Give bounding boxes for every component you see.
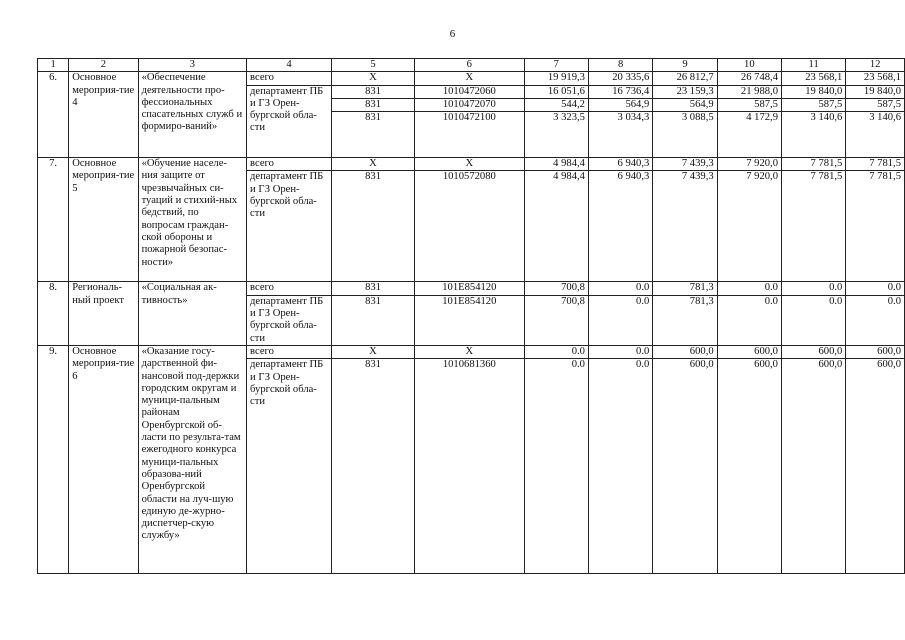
amount-cell: 4 984,4 [524, 158, 588, 171]
amount-cell: 781,3 [653, 295, 717, 345]
activity-name: «Обучение населе-ния защите от чрезвычайных си-туаций и стихий-ных бедствий, по вопросам граждан-ской обороны и пожарной безопас-ности» [138, 158, 246, 282]
chapter-code: 831 [332, 359, 415, 574]
amount-cell: 21 988,0 [717, 85, 781, 98]
executor: департамент ПБ и ГЗ Орен-бургской обла-сти [247, 295, 332, 345]
amount-cell: 587,5 [781, 98, 845, 111]
amount-cell: 0.0 [588, 359, 652, 574]
amount-cell: 7 781,5 [781, 158, 845, 171]
executor: всего [247, 72, 332, 85]
amount-cell: 6 940,3 [588, 158, 652, 171]
chapter-code: 831 [332, 295, 415, 345]
amount-cell: 0.0 [781, 282, 845, 295]
activity-type: Основное мероприя-тие 5 [69, 158, 138, 282]
amount-cell: 600,0 [653, 345, 717, 358]
target-code: 1010472070 [415, 98, 525, 111]
target-code: X [415, 158, 525, 171]
amount-cell: 0.0 [846, 282, 905, 295]
amount-cell: 23 568,1 [846, 72, 905, 85]
amount-cell: 600,0 [846, 345, 905, 358]
col-header: 11 [781, 59, 845, 72]
amount-cell: 600,0 [781, 345, 845, 358]
amount-cell: 0.0 [717, 295, 781, 345]
amount-cell: 587,5 [717, 98, 781, 111]
amount-cell: 0.0 [524, 345, 588, 358]
amount-cell: 4 172,9 [717, 112, 781, 158]
amount-cell: 16 736,4 [588, 85, 652, 98]
executor: департамент ПБ и ГЗ Орен-бургской обла-сти [247, 85, 332, 158]
amount-cell: 600,0 [846, 359, 905, 574]
col-header: 7 [524, 59, 588, 72]
col-header: 1 [38, 59, 69, 72]
amount-cell: 6 940,3 [588, 171, 652, 282]
chapter-code: 831 [332, 98, 415, 111]
amount-cell: 3 140,6 [846, 112, 905, 158]
col-header: 3 [138, 59, 246, 72]
amount-cell: 0.0 [781, 295, 845, 345]
table-row [38, 158, 905, 171]
col-header: 5 [332, 59, 415, 72]
amount-cell: 564,9 [653, 98, 717, 111]
executor: департамент ПБ и ГЗ Орен-бургской обла-сти [247, 359, 332, 574]
amount-cell: 26 812,7 [653, 72, 717, 85]
col-header: 8 [588, 59, 652, 72]
amount-cell: 26 748,4 [717, 72, 781, 85]
amount-cell: 700,8 [524, 282, 588, 295]
amount-cell: 3 140,6 [781, 112, 845, 158]
amount-cell: 600,0 [653, 359, 717, 574]
activity-name: «Обеспечение деятельности про-фессиональных спасательных служб и формиро-ваний» [138, 72, 246, 158]
amount-cell: 7 781,5 [781, 171, 845, 282]
col-header: 2 [69, 59, 138, 72]
amount-cell: 700,8 [524, 295, 588, 345]
activity-name: «Оказание госу-дарственной фи-нансовой под-держки городским округам и муници-пальным районам Оренбургской об-ласти по результа-там ежегодного конкурса муници-пальных образова-ний Оренбургской области на луч-шую единую де-журно-диспетчер-скую службу» [138, 345, 246, 573]
executor: всего [247, 158, 332, 171]
column-number-row [38, 59, 905, 72]
chapter-code: 831 [332, 282, 415, 295]
col-header: 10 [717, 59, 781, 72]
row-number: 7. [38, 158, 69, 282]
amount-cell: 19 919,3 [524, 72, 588, 85]
table-row [38, 282, 905, 295]
target-code: 101E854120 [415, 282, 525, 295]
col-header: 4 [247, 59, 332, 72]
amount-cell: 7 439,3 [653, 158, 717, 171]
amount-cell: 544,2 [524, 98, 588, 111]
table-row [38, 345, 905, 358]
row-number: 9. [38, 345, 69, 573]
target-code: X [415, 345, 525, 358]
amount-cell: 19 840,0 [846, 85, 905, 98]
activity-type: Основное мероприя-тие 4 [69, 72, 138, 158]
amount-cell: 23 159,3 [653, 85, 717, 98]
activity-type: Основное мероприя-тие 6 [69, 345, 138, 573]
col-header: 9 [653, 59, 717, 72]
amount-cell: 600,0 [717, 345, 781, 358]
table-row [38, 72, 905, 85]
amount-cell: 7 781,5 [846, 158, 905, 171]
amount-cell: 0.0 [588, 282, 652, 295]
amount-cell: 600,0 [717, 359, 781, 574]
amount-cell: 7 781,5 [846, 171, 905, 282]
chapter-code: X [332, 72, 415, 85]
target-code: 101E854120 [415, 295, 525, 345]
amount-cell: 7 439,3 [653, 171, 717, 282]
amount-cell: 0.0 [846, 295, 905, 345]
activity-name: «Социальная ак-тивность» [138, 282, 246, 345]
executor: всего [247, 345, 332, 358]
amount-cell: 3 088,5 [653, 112, 717, 158]
target-code: 1010472100 [415, 112, 525, 158]
amount-cell: 0.0 [588, 345, 652, 358]
executor: всего [247, 282, 332, 295]
row-number: 8. [38, 282, 69, 345]
amount-cell: 3 034,3 [588, 112, 652, 158]
amount-cell: 19 840,0 [781, 85, 845, 98]
target-code: 1010572080 [415, 171, 525, 282]
executor: департамент ПБ и ГЗ Орен-бургской обла-сти [247, 171, 332, 282]
amount-cell: 0.0 [524, 359, 588, 574]
amount-cell: 4 984,4 [524, 171, 588, 282]
chapter-code: 831 [332, 85, 415, 98]
target-code: 1010681360 [415, 359, 525, 574]
col-header: 6 [415, 59, 525, 72]
amount-cell: 7 920,0 [717, 158, 781, 171]
amount-cell: 781,3 [653, 282, 717, 295]
col-header: 12 [846, 59, 905, 72]
target-code: X [415, 72, 525, 85]
activity-type: Региональ-ный проект [69, 282, 138, 345]
amount-cell: 0.0 [717, 282, 781, 295]
amount-cell: 20 335,6 [588, 72, 652, 85]
amount-cell: 600,0 [781, 359, 845, 574]
target-code: 1010472060 [415, 85, 525, 98]
amount-cell: 587,5 [846, 98, 905, 111]
amount-cell: 7 920,0 [717, 171, 781, 282]
amount-cell: 564,9 [588, 98, 652, 111]
budget-table [37, 58, 905, 574]
page-number: 6 [449, 28, 456, 40]
chapter-code: X [332, 158, 415, 171]
amount-cell: 23 568,1 [781, 72, 845, 85]
chapter-code: 831 [332, 171, 415, 282]
amount-cell: 0.0 [588, 295, 652, 345]
amount-cell: 3 323,5 [524, 112, 588, 158]
chapter-code: 831 [332, 112, 415, 158]
amount-cell: 16 051,6 [524, 85, 588, 98]
chapter-code: X [332, 345, 415, 358]
row-number: 6. [38, 72, 69, 158]
